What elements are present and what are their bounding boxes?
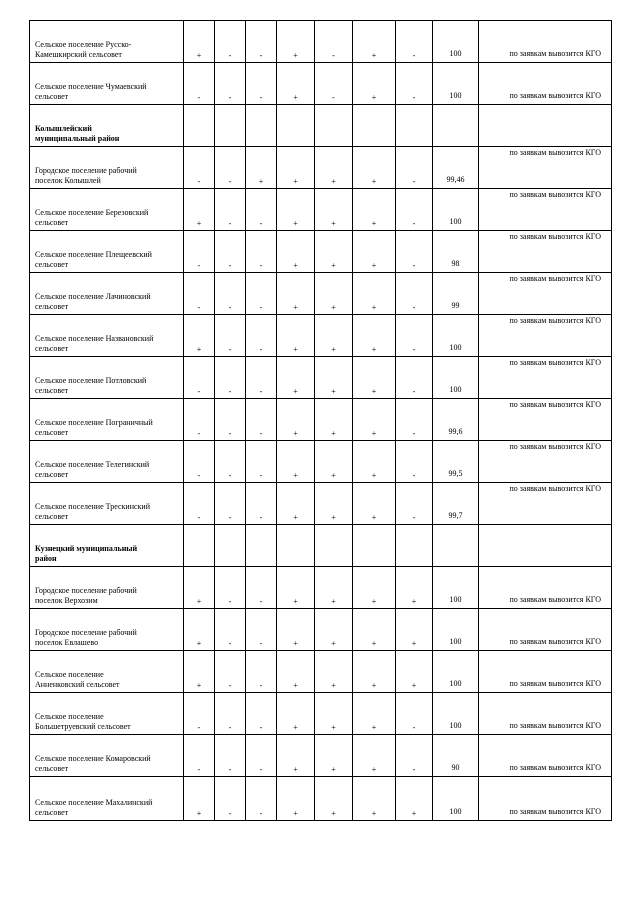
mark-cell (315, 525, 353, 567)
mark-cell: + (277, 777, 315, 821)
district-name-cell (30, 525, 184, 567)
mark-cell: - (184, 231, 215, 273)
mark-cell: - (184, 273, 215, 315)
mark-cell: + (315, 273, 353, 315)
table-row (30, 609, 612, 651)
mark-cell: - (246, 63, 277, 105)
mark-cell: + (315, 399, 353, 441)
name-line: Большетруевский сельсовет (35, 722, 131, 731)
note-text: по заявкам вывозится КГО (509, 595, 601, 604)
mark-cell: - (396, 399, 433, 441)
name-line: Сельское поселение Лачиновский (35, 292, 151, 301)
mark-cell: + (315, 231, 353, 273)
mark-cell: + (396, 567, 433, 609)
mark-cell: - (246, 357, 277, 399)
mark-cell (246, 105, 277, 147)
name-line: Сельское поселение Телегинский (35, 460, 150, 469)
mark-cell (396, 525, 433, 567)
district-name-cell (30, 105, 184, 147)
percent-cell: 100 (433, 315, 479, 357)
percent-cell: 100 (433, 21, 479, 63)
mark-cell: + (277, 609, 315, 651)
name-line: Сельское поселение Комаровский (35, 754, 151, 763)
note-cell (479, 525, 612, 567)
mark-cell: + (353, 273, 396, 315)
note-text: по заявкам вывозится КГО (509, 49, 601, 58)
settlement-name-cell (30, 357, 184, 399)
mark-cell: + (315, 693, 353, 735)
mark-cell: + (315, 483, 353, 525)
note-text: по заявкам вывозится КГО (509, 400, 601, 409)
mark-cell: - (215, 63, 246, 105)
mark-cell: - (184, 441, 215, 483)
mark-cell (277, 525, 315, 567)
mark-cell (215, 105, 246, 147)
note-text: по заявкам вывозится КГО (509, 807, 601, 816)
percent-cell: 100 (433, 63, 479, 105)
mark-cell: + (277, 693, 315, 735)
mark-cell: + (315, 357, 353, 399)
mark-cell: + (353, 189, 396, 231)
mark-cell: + (396, 777, 433, 821)
note-text: по заявкам вывозится КГО (509, 484, 601, 493)
mark-cell: + (315, 147, 353, 189)
mark-cell: - (246, 777, 277, 821)
mark-cell: - (215, 357, 246, 399)
settlement-name-cell (30, 483, 184, 525)
mark-cell: + (277, 651, 315, 693)
percent-cell: 100 (433, 777, 479, 821)
mark-cell: + (277, 21, 315, 63)
percent-cell: 100 (433, 357, 479, 399)
mark-cell (215, 525, 246, 567)
mark-cell: + (353, 693, 396, 735)
mark-cell: + (277, 483, 315, 525)
table-row (30, 693, 612, 735)
mark-cell: - (215, 609, 246, 651)
mark-cell: - (215, 399, 246, 441)
mark-cell: + (353, 441, 396, 483)
mark-cell: + (184, 189, 215, 231)
settlement-name-cell (30, 693, 184, 735)
settlement-name-cell (30, 777, 184, 821)
name-line: муниципальный район (35, 134, 120, 143)
mark-cell (184, 525, 215, 567)
table-row (30, 735, 612, 777)
table-row (30, 189, 612, 231)
mark-cell: + (277, 441, 315, 483)
table-row (30, 651, 612, 693)
mark-cell (315, 105, 353, 147)
settlement-name-cell (30, 273, 184, 315)
note-text: по заявкам вывозится КГО (509, 763, 601, 772)
note-cell (479, 693, 612, 735)
mark-cell: + (277, 735, 315, 777)
mark-cell (396, 105, 433, 147)
name-line: Городское поселение рабочий (35, 166, 137, 175)
mark-cell (353, 525, 396, 567)
percent-cell: 99,5 (433, 441, 479, 483)
name-line: сельсовет (35, 344, 69, 353)
mark-cell: - (396, 231, 433, 273)
name-line: сельсовет (35, 512, 69, 521)
mark-cell: + (315, 315, 353, 357)
settlement-name-cell (30, 399, 184, 441)
note-cell (479, 735, 612, 777)
table-row (30, 441, 612, 483)
mark-cell: - (396, 315, 433, 357)
mark-cell: - (215, 315, 246, 357)
table-row (30, 357, 612, 399)
mark-cell: + (353, 567, 396, 609)
mark-cell: + (353, 483, 396, 525)
mark-cell: - (184, 63, 215, 105)
mark-cell: + (246, 147, 277, 189)
mark-cell: + (353, 147, 396, 189)
percent-cell: 100 (433, 567, 479, 609)
mark-cell: - (215, 21, 246, 63)
mark-cell: - (215, 231, 246, 273)
settlement-name-cell (30, 651, 184, 693)
note-cell (479, 147, 612, 189)
mark-cell: + (315, 609, 353, 651)
mark-cell: - (184, 693, 215, 735)
mark-cell: - (215, 483, 246, 525)
name-line: поселок Колышлей (35, 176, 101, 185)
name-line: Сельское поселение Березовский (35, 208, 149, 217)
note-cell (479, 399, 612, 441)
mark-cell: - (396, 693, 433, 735)
note-cell (479, 231, 612, 273)
name-line: сельсовет (35, 260, 69, 269)
mark-cell: - (184, 735, 215, 777)
note-text: по заявкам вывозится КГО (509, 442, 601, 451)
table-row (30, 231, 612, 273)
mark-cell: - (396, 273, 433, 315)
mark-cell: - (215, 189, 246, 231)
mark-cell: + (353, 357, 396, 399)
mark-cell (246, 525, 277, 567)
mark-cell: - (396, 63, 433, 105)
mark-cell: - (215, 567, 246, 609)
settlement-name-cell (30, 147, 184, 189)
note-text: по заявкам вывозится КГО (509, 91, 601, 100)
mark-cell: + (353, 735, 396, 777)
mark-cell: - (396, 483, 433, 525)
note-cell (479, 105, 612, 147)
percent-cell: 100 (433, 609, 479, 651)
name-line: Сельское поселение Русско- (35, 40, 132, 49)
mark-cell (184, 105, 215, 147)
table-row (30, 483, 612, 525)
table-row (30, 567, 612, 609)
mark-cell: - (184, 399, 215, 441)
name-line: Сельское поселение Пограничный (35, 418, 153, 427)
mark-cell: - (396, 189, 433, 231)
percent-cell: 99,46 (433, 147, 479, 189)
mark-cell: - (246, 609, 277, 651)
percent-cell: 99 (433, 273, 479, 315)
mark-cell: - (246, 315, 277, 357)
mark-cell: - (246, 693, 277, 735)
mark-cell (353, 105, 396, 147)
name-line: Колышлейский (35, 124, 92, 133)
mark-cell: - (215, 777, 246, 821)
mark-cell: + (396, 609, 433, 651)
mark-cell: - (215, 693, 246, 735)
mark-cell: - (184, 357, 215, 399)
mark-cell: - (215, 441, 246, 483)
note-cell (479, 21, 612, 63)
note-cell (479, 441, 612, 483)
mark-cell: + (184, 21, 215, 63)
mark-cell: + (277, 315, 315, 357)
table-row (30, 777, 612, 821)
name-line: Сельское поселение (35, 712, 104, 721)
percent-cell: 100 (433, 693, 479, 735)
note-cell (479, 357, 612, 399)
mark-cell: + (315, 777, 353, 821)
mark-cell: + (353, 231, 396, 273)
table-row (30, 273, 612, 315)
table-row (30, 315, 612, 357)
name-line: сельсовет (35, 764, 69, 773)
mark-cell: + (277, 567, 315, 609)
settlement-name-cell (30, 315, 184, 357)
note-text: по заявкам вывозится КГО (509, 679, 601, 688)
table-body (30, 21, 612, 821)
mark-cell: + (315, 567, 353, 609)
note-text: по заявкам вывозится КГО (509, 274, 601, 283)
name-line: Сельское поселение Трескинский (35, 502, 150, 511)
name-line: сельсовет (35, 386, 69, 395)
mark-cell: - (315, 21, 353, 63)
note-text: по заявкам вывозится КГО (509, 721, 601, 730)
note-cell (479, 273, 612, 315)
settlement-name-cell (30, 441, 184, 483)
mark-cell: + (315, 735, 353, 777)
note-cell (479, 651, 612, 693)
name-line: Сельское поселение Названовский (35, 334, 154, 343)
mark-cell: + (184, 567, 215, 609)
name-line: Анненковский сельсовет (35, 680, 120, 689)
settlement-name-cell (30, 735, 184, 777)
mark-cell: + (277, 399, 315, 441)
mark-cell: - (246, 189, 277, 231)
mark-cell: + (277, 63, 315, 105)
settlement-name-cell (30, 609, 184, 651)
mark-cell: - (246, 567, 277, 609)
name-line: сельсовет (35, 218, 69, 227)
mark-cell: + (353, 63, 396, 105)
table-row (30, 147, 612, 189)
percent-cell: 100 (433, 651, 479, 693)
mark-cell: - (315, 63, 353, 105)
name-line: Городское поселение рабочий (35, 586, 137, 595)
settlement-name-cell (30, 21, 184, 63)
name-line: поселок Евлашево (35, 638, 99, 647)
mark-cell: + (353, 21, 396, 63)
mark-cell (277, 105, 315, 147)
name-line: сельсовет (35, 470, 69, 479)
name-line: Городское поселение рабочий (35, 628, 137, 637)
name-line: сельсовет (35, 808, 69, 817)
table-row (30, 399, 612, 441)
note-cell (479, 567, 612, 609)
name-line: сельсовет (35, 428, 69, 437)
mark-cell: - (246, 441, 277, 483)
mark-cell: + (184, 315, 215, 357)
mark-cell: + (184, 651, 215, 693)
note-text: по заявкам вывозится КГО (509, 637, 601, 646)
percent-cell (433, 105, 479, 147)
name-line: Сельское поселение Потловский (35, 376, 147, 385)
settlement-name-cell (30, 63, 184, 105)
mark-cell: + (315, 651, 353, 693)
mark-cell: - (215, 147, 246, 189)
mark-cell: - (215, 273, 246, 315)
mark-cell: - (396, 735, 433, 777)
mark-cell: - (396, 147, 433, 189)
mark-cell: + (277, 231, 315, 273)
mark-cell: - (246, 735, 277, 777)
mark-cell: - (246, 399, 277, 441)
table-row (30, 63, 612, 105)
name-line: Сельское поселение Чумаевский (35, 82, 147, 91)
note-cell (479, 483, 612, 525)
percent-cell: 99,6 (433, 399, 479, 441)
name-line: сельсовет (35, 302, 69, 311)
mark-cell: - (246, 273, 277, 315)
mark-cell: - (246, 483, 277, 525)
note-text: по заявкам вывозится КГО (509, 316, 601, 325)
mark-cell: - (246, 21, 277, 63)
note-text: по заявкам вывозится КГО (509, 190, 601, 199)
district-row (30, 105, 612, 147)
mark-cell: - (184, 483, 215, 525)
percent-cell: 99,7 (433, 483, 479, 525)
name-line: сельсовет (35, 92, 69, 101)
name-line: район (35, 554, 57, 563)
mark-cell: + (353, 399, 396, 441)
settlement-name-cell (30, 189, 184, 231)
note-text: по заявкам вывозится КГО (509, 358, 601, 367)
name-line: Сельское поселение (35, 670, 104, 679)
note-cell (479, 63, 612, 105)
note-cell (479, 777, 612, 821)
mark-cell: + (277, 147, 315, 189)
name-line: Сельское поселение Махалинский (35, 798, 153, 807)
note-text: по заявкам вывозится КГО (509, 148, 601, 157)
mark-cell: + (277, 357, 315, 399)
mark-cell: - (396, 21, 433, 63)
name-line: Сельское поселение Плещеевский (35, 250, 152, 259)
mark-cell: + (315, 441, 353, 483)
note-text: по заявкам вывозится КГО (509, 232, 601, 241)
settlement-name-cell (30, 567, 184, 609)
percent-cell: 90 (433, 735, 479, 777)
mark-cell: + (353, 609, 396, 651)
mark-cell: + (353, 651, 396, 693)
mark-cell: - (396, 357, 433, 399)
settlements-table (29, 20, 612, 821)
percent-cell: 98 (433, 231, 479, 273)
note-cell (479, 315, 612, 357)
mark-cell: - (246, 231, 277, 273)
mark-cell: - (184, 147, 215, 189)
mark-cell: - (246, 651, 277, 693)
mark-cell: + (184, 609, 215, 651)
name-line: Кузнецкий муниципальный (35, 544, 138, 553)
name-line: поселок Верхозим (35, 596, 98, 605)
mark-cell: - (215, 651, 246, 693)
mark-cell: - (396, 441, 433, 483)
mark-cell: - (215, 735, 246, 777)
mark-cell: + (277, 189, 315, 231)
mark-cell: + (315, 189, 353, 231)
settlement-name-cell (30, 231, 184, 273)
table-row (30, 21, 612, 63)
note-cell (479, 609, 612, 651)
percent-cell (433, 525, 479, 567)
percent-cell: 100 (433, 189, 479, 231)
mark-cell: + (277, 273, 315, 315)
mark-cell: + (353, 777, 396, 821)
district-row (30, 525, 612, 567)
name-line: Камешкирский сельсовет (35, 50, 122, 59)
note-cell (479, 189, 612, 231)
mark-cell: + (184, 777, 215, 821)
mark-cell: + (396, 651, 433, 693)
mark-cell: + (353, 315, 396, 357)
